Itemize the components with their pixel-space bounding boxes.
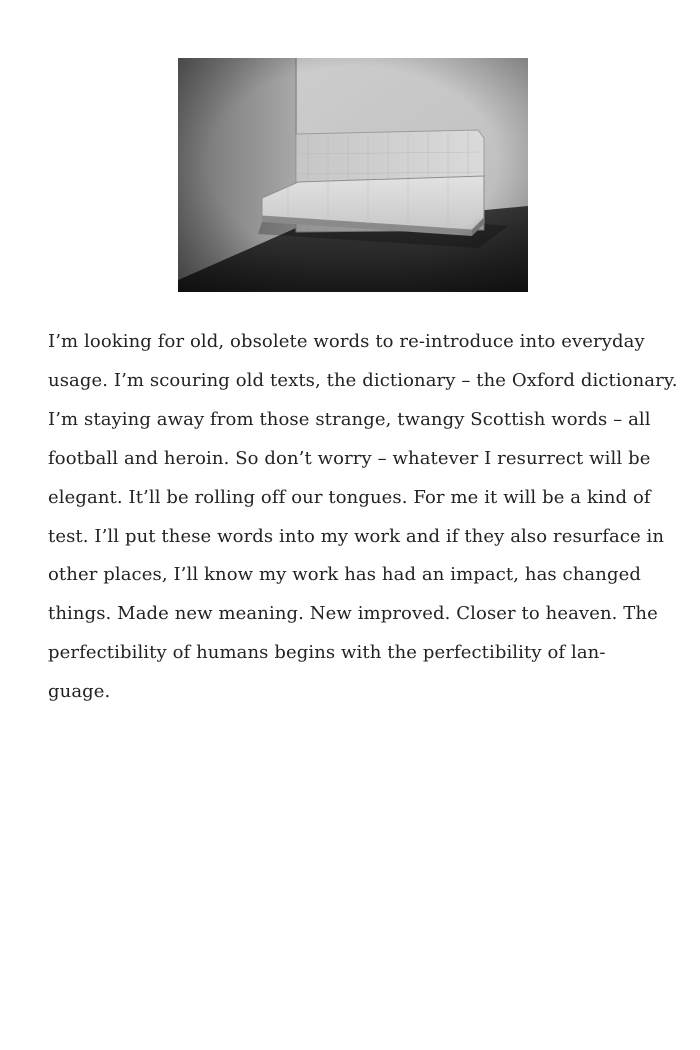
text-line: other places, I’ll know my work has had an impact, has changed	[48, 564, 641, 586]
body-paragraph	[48, 323, 678, 712]
text-line: guage.	[48, 681, 111, 703]
text-line: test. I’ll put these words into my work and if they also resurface in	[48, 525, 665, 547]
room-photo-drawing	[178, 58, 528, 292]
text-line: I’m looking for old, obsolete words to re-introduce into everyday	[48, 331, 645, 352]
text-line: perfectibility of humans begins with the perfectibility of lan-	[48, 642, 606, 664]
text-line: elegant. It’ll be rolling off our tongues. For me it will be a kind of	[48, 486, 651, 508]
text-line: things. Made new meaning. New improved. Closer to heaven. The	[48, 603, 658, 625]
text-line: football and heroin. So don’t worry – whatever I resurrect will be	[48, 447, 651, 469]
text-line: I’m staying away from those strange, twangy Scottish words – all	[48, 408, 651, 430]
text-line: usage. I’m scouring old texts, the dictionary – the Oxford dictionary.	[48, 369, 678, 391]
room-photograph	[178, 58, 528, 292]
